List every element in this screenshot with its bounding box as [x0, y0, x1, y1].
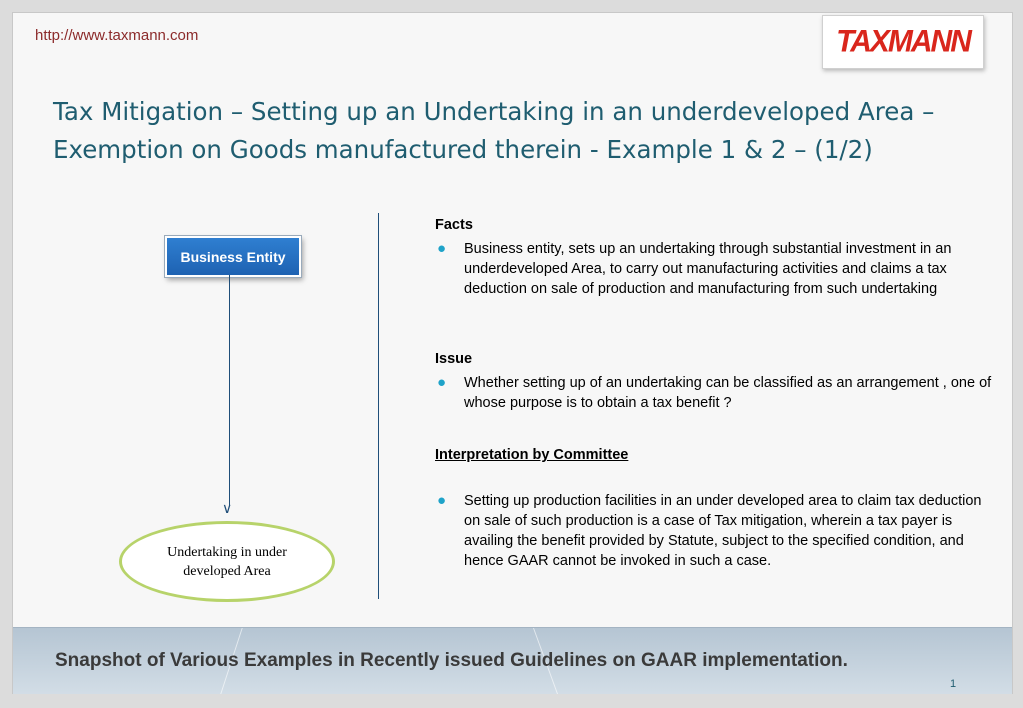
bullet-icon: ● [437, 240, 447, 257]
interpretation-heading: Interpretation by Committee [435, 447, 629, 463]
footer-band [13, 627, 1012, 694]
bullet-icon: ● [437, 492, 447, 509]
issue-bullet [435, 373, 995, 413]
undertaking-label: Undertaking in under developed Area [167, 544, 287, 579]
interpretation-bullet [435, 491, 995, 571]
interpretation-section [435, 445, 995, 571]
interpretation-text: Setting up production facilities in an under developed area to claim tax deduction on sale of such production is a case of Tax mitigation, wherein a tax payer is availing the benefit provided by Statute, subject to the specified condition, and hence GAAR cannot be invoked in such a case. [464, 493, 982, 569]
page-number: 1 [950, 678, 957, 690]
facts-heading: Facts [435, 217, 473, 233]
business-entity-box: Business Entity [165, 236, 301, 277]
footer-text: Snapshot of Various Examples in Recently issued Guidelines on GAAR implementation. [55, 650, 848, 671]
undertaking-ellipse [119, 521, 335, 602]
issue-section [435, 349, 995, 413]
arrow-down-icon: ∨ [222, 500, 233, 516]
issue-text: Whether setting up of an undertaking can be classified as an arrangement , one of whose purpose is to obtain a tax benefit ? [464, 375, 992, 411]
taxmann-logo [822, 15, 984, 69]
slide-title: Tax Mitigation – Setting up an Undertaking in an underdeveloped Area – Exemption on Goods manufactured therein - Example 1 & 2 – (1/2) [53, 97, 935, 164]
vertical-divider [378, 213, 379, 599]
facts-bullet [435, 239, 995, 299]
facts-text: Business entity, sets up an undertaking through substantial investment in an underdeveloped Area, to carry out manufacturing activities and claims a tax deduction on sale of production and manufacturing from such undertaking [464, 241, 952, 297]
connector-line [229, 275, 230, 505]
bullet-icon: ● [437, 374, 447, 391]
website-url[interactable]: http://www.taxmann.com [35, 27, 199, 44]
issue-heading: Issue [435, 351, 473, 367]
slide [12, 12, 1013, 694]
logo-text: TAXMANN [836, 24, 970, 59]
facts-section [435, 215, 995, 299]
